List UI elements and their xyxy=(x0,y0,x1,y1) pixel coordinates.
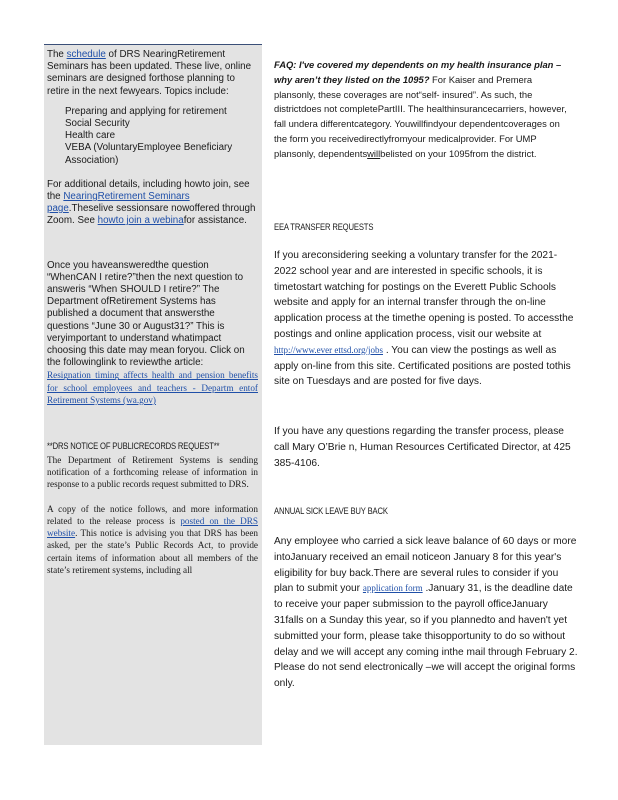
drs-website-link[interactable]: posted on the DRS website xyxy=(47,515,258,539)
records-request-heading: **DRS NOTICE OF PUBLICRECORDS REQUEST** xyxy=(47,441,220,452)
topic-item: VEBA (VoluntaryEmployee Beneficiary Association) xyxy=(65,142,233,166)
main-content xyxy=(268,44,578,744)
text: belisted on your 1095from the district. xyxy=(380,147,537,159)
sick-leave-paragraph xyxy=(274,534,578,692)
records-request-text: The Department of Retirement Systems is sending notification of a forthcoming release of information in response to a public records request submitted to DRS. xyxy=(47,455,258,490)
topic-item: Social Security xyxy=(65,118,130,130)
jobs-link[interactable]: http://www.ever ettsd.org/jobs xyxy=(274,344,383,355)
text: Any employee who carried a sick leave balance of 60 days or more intoJanuary received an email noticeon January 8 for this year's eligibility for buy back.There are several rules to consider if you plan to submit your xyxy=(274,536,577,595)
text: Once you haveansweredthe question “WhenCAN I retire?”then the next question to answeris “When SHOULD I retire?” The Department ofRetirement Systems has published a document that answersthe questions “June 30 or August31?” This is veryimportant to understand whatimpact choosing this date may mean foryou. Click on the followinglink to reviewthe article: xyxy=(47,259,245,369)
text: .January 31, is the deadline date to receive your paper submission to the payroll officeJanuary 31falls on a Sunday this year, so if you plannedto and haven't yet submitted your form, please take thisopportunity to do so without delay and we will accept any coming inthe mail through February 2. Please do not send electronically –we will accept the original forms only. xyxy=(274,583,578,690)
sick-leave-heading: ANNUAL SICK LEAVE BUY BACK xyxy=(274,506,388,517)
faq-question: FAQ: I've covered my dependents on my health insurance plan –why aren’t they listed on the 1095? xyxy=(274,59,562,85)
transfer-questions-paragraph: If you have any questions regarding the transfer process, please call Mary O’Brie n, Human Resources Certificated Director, at 425 385-4106. xyxy=(274,426,571,469)
webinar-help-link[interactable]: howto join a webina xyxy=(97,215,184,227)
records-request-section xyxy=(44,440,262,491)
notice-paragraph xyxy=(44,503,262,576)
eea-transfer-heading: EEA TRANSFER REQUESTS xyxy=(274,222,374,233)
eea-transfer-paragraph xyxy=(274,248,578,390)
text: A copy of the notice follows, and more information related to the release process is xyxy=(47,503,258,526)
text: For additional details, including howto join, see the xyxy=(47,178,250,203)
text: . You can view the postings as well as apply on-line from this site. Certificated positions are posted tothis site on Tuesdays and are posted for five days. xyxy=(274,344,571,388)
left-sidebar xyxy=(44,44,262,745)
text: will xyxy=(367,147,381,159)
text: For Kaiser and Premera plansonly, these coverages are not“self- insured”. As such, the districtdoes not completePartIII. The healthinsurancecarriers, however, fall undera differentcategory. Youwillfindyour dependentcoverages on the form you receivedirectlyfromyour medicalprovider. For UMP plansonly, dependents xyxy=(274,73,567,159)
faq-paragraph xyxy=(274,58,574,162)
text: The xyxy=(47,49,67,60)
seminar-paragraph xyxy=(44,49,262,98)
topic-item: Health care xyxy=(65,130,116,142)
schedule-link[interactable]: schedule xyxy=(66,49,106,60)
text: of DRS NearingRetirement Seminars has been updated. These live, online seminars are designed forthose planning to retire in the next fewyears. Topics include: xyxy=(47,49,252,97)
details-paragraph xyxy=(44,179,262,228)
resignation-timing-link[interactable]: Resignation timing affects health and pension benefits for school employees and teachers - Departm entof Retirement Systems (wa.gov) xyxy=(47,370,258,405)
retirement-timing-paragraph xyxy=(44,260,262,406)
topics-list xyxy=(44,106,262,167)
topic-item: Preparing and applying for retirement xyxy=(65,105,227,117)
text: . This notice is advising you that DRS has been asked, per the state’s Public Records Act, to provide certain items of information about all members of the state’s retirement systems, including all xyxy=(47,528,258,575)
text: for assistance. xyxy=(183,215,247,227)
text: .Theselive sessionsare nowoffered through Zoom. See xyxy=(47,203,256,227)
text: If you areconsidering seeking a voluntary transfer for the 2021-2022 school year and are interested in specific schools, it is timetostart watching for postings on the Everett Public Schools website and apply for an internal transfer through the on-line application process at the timethe opening is posted. To accessthe postings and online application process, visit our website at xyxy=(274,250,574,340)
seminars-page-link[interactable]: NearingRetirement Seminars page xyxy=(47,191,190,215)
application-form-link[interactable]: application form xyxy=(362,583,423,594)
